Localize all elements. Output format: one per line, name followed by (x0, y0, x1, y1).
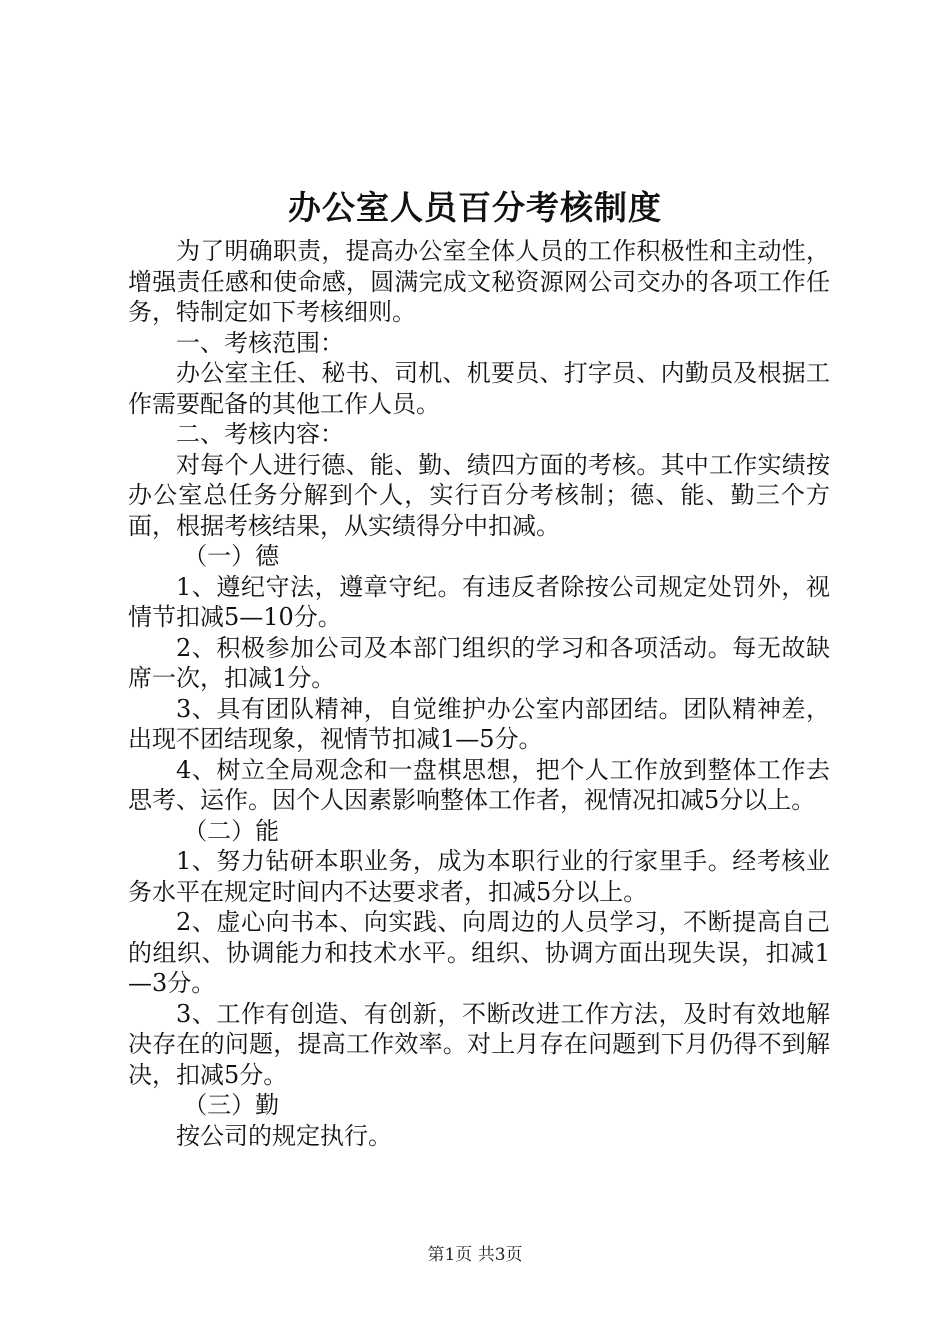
list-item: 1、努力钻研本职业务，成为本职行业的行家里手。经考核业务水平在规定时间内不达要求者，扣减5分以上。 (128, 847, 830, 906)
subsection-heading-de: （一）德 (183, 542, 280, 570)
document-body (128, 236, 830, 1151)
list-item: 3、工作有创造、有创新，不断改进工作方法，及时有效地解决存在的问题，提高工作效率。对上月存在问题到下月仍得不到解决，扣减5分。 (128, 999, 830, 1089)
subsection-heading-qin: （三）勤 (183, 1091, 280, 1119)
list-item: 2、积极参加公司及本部门组织的学习和各项活动。每无故缺席一次，扣减1分。 (128, 633, 830, 692)
section-heading-scope: 一、考核范围： (176, 328, 344, 357)
content-paragraph: 对每个人进行德、能、勤、绩四方面的考核。其中工作实绩按办公室总任务分解到个人，实行百分考核制；德、能、勤三个方面，根据考核结果，从实绩得分中扣减。 (128, 450, 830, 540)
page-number-footer: 第1页 共3页 (427, 1245, 523, 1265)
qin-paragraph: 按公司的规定执行。 (176, 1121, 392, 1150)
list-item: 3、具有团队精神，自觉维护办公室内部团结。团队精神差，出现不团结现象，视情节扣减1—5分。 (128, 694, 830, 753)
subsection-heading-neng: （二）能 (183, 816, 280, 845)
intro-paragraph: 为了明确职责，提高办公室全体人员的工作积极性和主动性，增强责任感和使命感，圆满完成文秘资源网公司交办的各项工作任务，特制定如下考核细则。 (128, 237, 830, 326)
scope-paragraph: 办公室主任、秘书、司机、机要员、打字员、内勤员及根据工作需要配备的其他工作人员。 (128, 359, 830, 418)
section-heading-content: 二、考核内容： (176, 420, 344, 448)
list-item: 2、虚心向书本、向实践、向周边的人员学习，不断提高自己的组织、协调能力和技术水平。组织、协调方面出现失误，扣减1—3分。 (128, 908, 830, 997)
list-item: 1、遵纪守法，遵章守纪。有违反者除按公司规定处罚外，视情节扣减5—10分。 (128, 572, 830, 631)
document-title: 办公室人员百分考核制度 (288, 188, 662, 227)
list-item: 4、树立全局观念和一盘棋思想，把个人工作放到整体工作去思考、运作。因个人因素影响整体工作者，视情况扣减5分以上。 (128, 755, 830, 814)
